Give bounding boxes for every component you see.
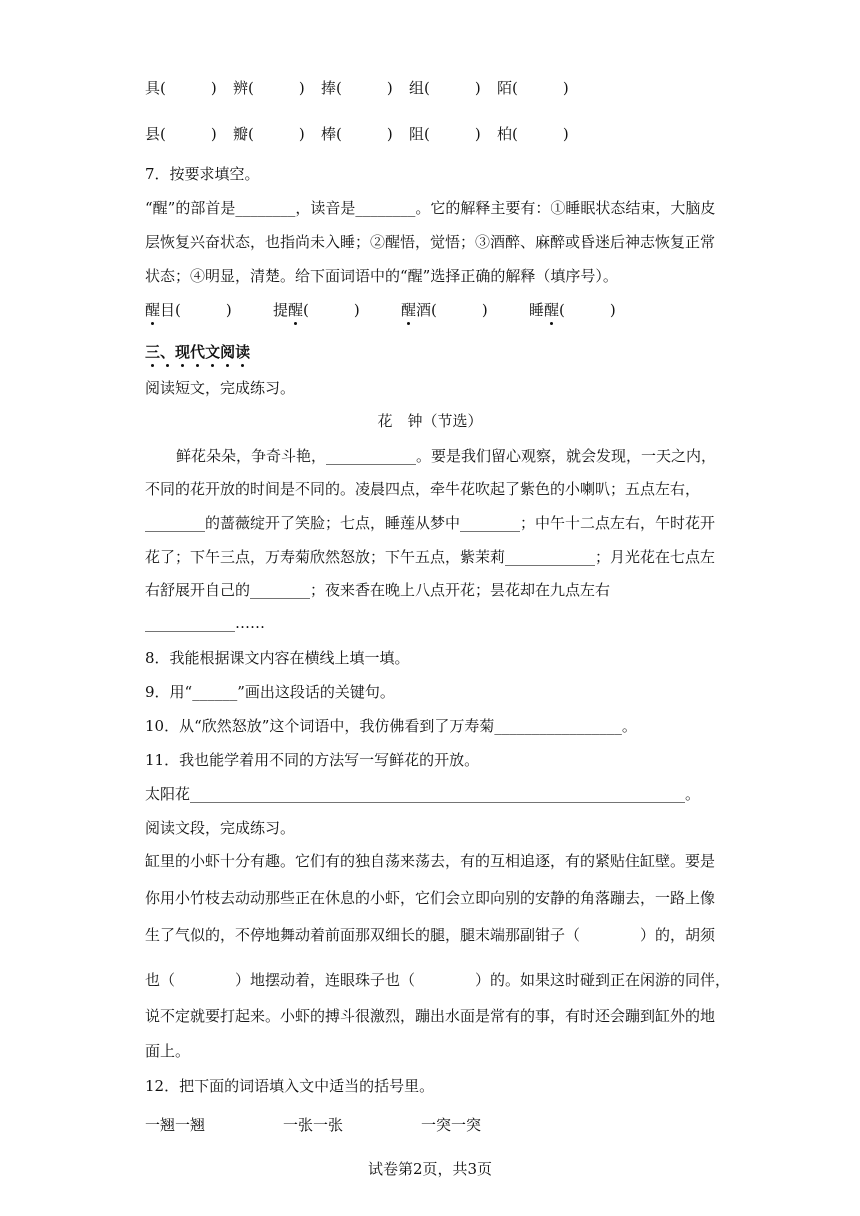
char-row-1 [145, 78, 585, 98]
word-item: 醒目( ) [145, 301, 232, 319]
question-11: 11．我也能学着用不同的方法写一写鲜花的开放。 [145, 751, 480, 769]
char-item: 棒( ) [321, 125, 393, 143]
char-item: 瓣( ) [233, 125, 305, 143]
dotted-char: 醒 [145, 301, 161, 319]
char-item: 组( ) [409, 79, 481, 97]
question-12: 12．把下面的词语填入文中适当的括号里。 [145, 1077, 435, 1095]
char-item: 具( ) [145, 79, 217, 97]
word-option: 一突一突 [421, 1116, 482, 1134]
question-8: 8．我能根据课文内容在横线上填一填。 [145, 649, 410, 667]
page-footer: 试卷第2页，共3页 [367, 1160, 493, 1178]
word-item: 醒酒( ) [401, 301, 488, 319]
passage2-line: 生了气似的，不停地舞动着前面那双细长的腿，腿末端那副钳子（ ）的，胡须 [145, 926, 716, 944]
char-item: 柏( ) [497, 125, 569, 143]
passage2-line: 也（ ）地摆动着，连眼珠子也（ ）的。如果这时碰到正在闲游的同伴， [145, 971, 731, 989]
question-7-words [145, 300, 657, 320]
underline-mark: ______ [192, 683, 238, 701]
word-option: 一翘一翘 [145, 1116, 206, 1134]
char-item: 辨( ) [233, 79, 305, 97]
passage-line: 不同的花开放的时间是不同的。凌晨四点，牵牛花吹起了紫色的小喇叭；五点左右， [145, 480, 701, 498]
section-3-heading: 三、现代文阅读 [145, 343, 251, 361]
question-7-title: 7．按要求填空。 [145, 165, 260, 183]
passage-line: 右舒展开自己的________；夜来香在晚上八点开花；昙花却在九点左右 [145, 581, 611, 599]
dotted-char: 醒 [401, 301, 417, 319]
reading-intro-2: 阅读文段，完成练习。 [145, 819, 296, 837]
word-item: 睡醒( ) [529, 301, 616, 319]
word-option: 一张一张 [283, 1116, 344, 1134]
passage-line: 花了；下午三点，万寿菊欣然怒放；下午五点，紫茉莉____________；月光花在七点左 [145, 548, 716, 566]
char-item: 县( ) [145, 125, 217, 143]
passage2-line: 说不定就要打起来。小虾的搏斗很激烈，蹦出水面是常有的事，有时还会蹦到缸外的地 [145, 1007, 716, 1025]
passage2-line: 面上。 [145, 1042, 191, 1060]
char-item: 阻( ) [409, 125, 481, 143]
passage-line: 鲜花朵朵，争奇斗艳，____________。要是我们留心观察，就会发现，一天之内， [176, 447, 717, 465]
question-12-words [145, 1115, 559, 1135]
question-9: 9．用“______”画出这段话的关键句。 [145, 683, 395, 701]
passage2-line: 你用小竹枝去动动那些正在休息的小虾，它们会立即向别的安静的角落蹦去，一路上像 [145, 889, 716, 907]
question-11-answer: 太阳花__________________________________________________________________。 [145, 785, 701, 803]
char-item: 捧( ) [321, 79, 393, 97]
char-item: 陌( ) [497, 79, 569, 97]
passage-line: ____________…… [145, 614, 265, 632]
passage-title: 花 钟（节选） [377, 412, 483, 430]
question-7-line: 状态；④明显，清楚。给下面词语中的“醒”选择正确的解释（填序号）。 [145, 267, 618, 285]
dotted-char: 醒 [288, 301, 304, 319]
question-7-line: “醒”的部首是________，读音是________。它的解释主要有：①睡眠状态结束，大脑皮 [145, 199, 716, 217]
question-7-line: 层恢复兴奋状态，也指尚未入睡；②醒悟，觉悟；③酒醉、麻醉或昏迷后神志恢复正常 [145, 233, 716, 251]
dotted-char: 醒 [544, 301, 560, 319]
question-10: 10．从“欣然怒放”这个词语中，我仿佛看到了万寿菊_________________。 [145, 717, 637, 735]
word-item: 提醒( ) [273, 301, 360, 319]
passage-line: ________的蔷薇绽开了笑脸；七点，睡莲从梦中________；中午十二点左右，午时花开 [145, 514, 716, 532]
reading-intro: 阅读短文，完成练习。 [145, 379, 296, 397]
passage2-line: 缸里的小虾十分有趣。它们有的独自荡来荡去，有的互相追逐，有的紧贴住缸壁。要是 [145, 852, 716, 870]
char-row-2 [145, 124, 585, 144]
